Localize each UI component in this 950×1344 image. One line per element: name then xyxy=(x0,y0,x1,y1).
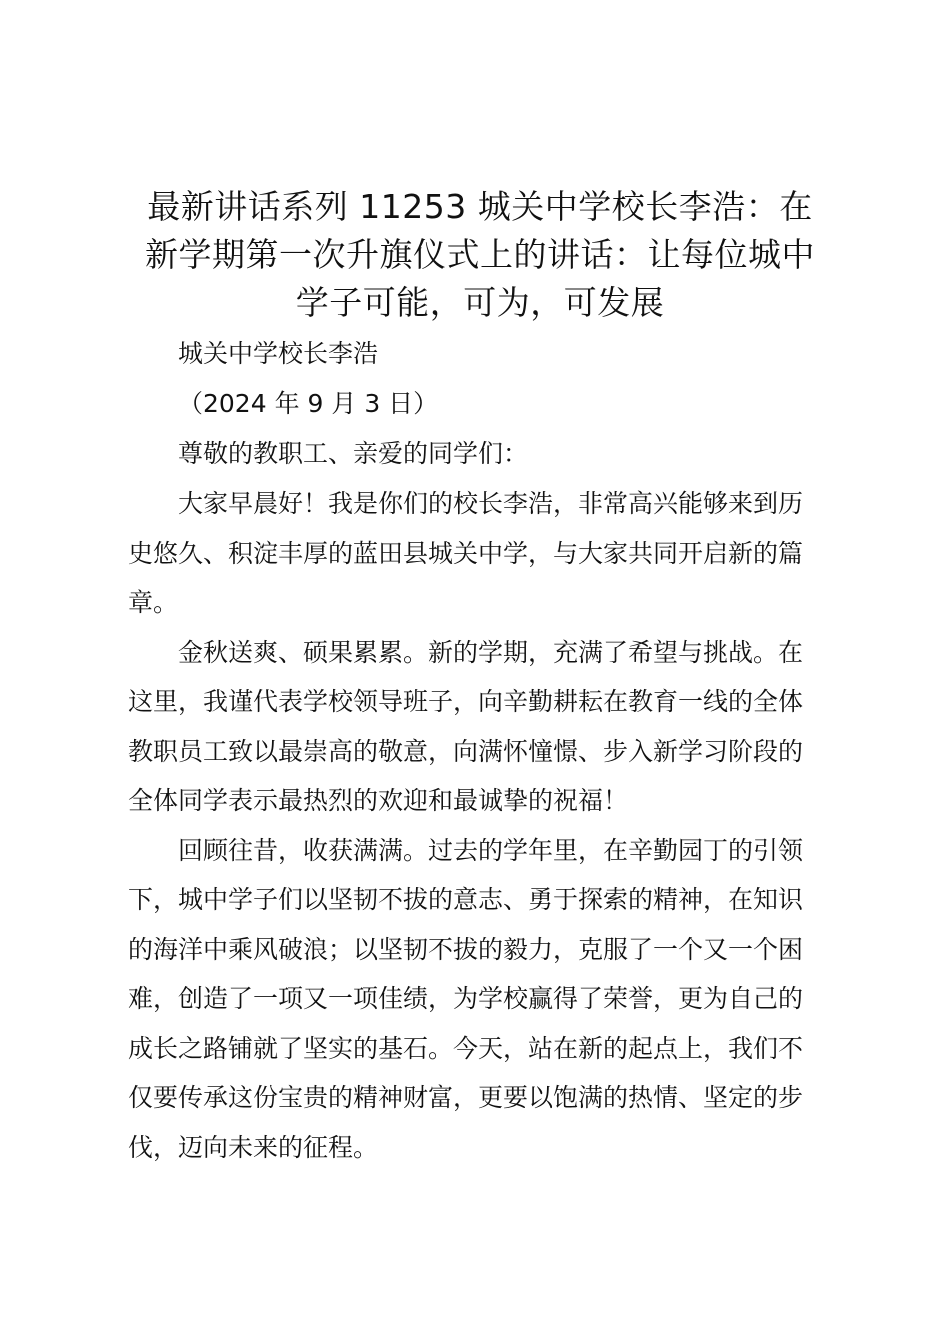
title-line: 最新讲话系列 11253 城关中学校长李浩：在 xyxy=(147,187,813,226)
paragraph-line: 大家早晨好！我是你们的校长李浩，非常高兴能够来到历 xyxy=(178,489,804,518)
paragraph-line: 教职员工致以最崇高的敬意，向满怀憧憬、步入新学习阶段的 xyxy=(128,736,804,766)
paragraph-line: 章。 xyxy=(128,588,179,617)
date-line: （2024 年 9 月 3 日） xyxy=(178,389,439,418)
body-paragraph xyxy=(128,479,832,628)
title-line: 新学期第一次升旗仪式上的讲话：让每位城中 xyxy=(145,235,815,274)
document-page xyxy=(128,183,832,1172)
title-line: 学子可能，可为，可发展 xyxy=(295,283,665,322)
paragraph-line: 伐，迈向未来的征程。 xyxy=(128,1132,379,1162)
body-paragraph xyxy=(128,628,832,826)
paragraph-line: 这里，我谨代表学校领导班子，向辛勤耕耘在教育一线的全体 xyxy=(128,687,804,716)
salutation: 尊敬的教职工、亲爱的同学们： xyxy=(178,439,529,468)
paragraph-line: 的海洋中乘风破浪；以坚韧不拔的毅力，克服了一个又一个困 xyxy=(128,934,804,964)
paragraph-line: 下，城中学子们以坚韧不拔的意志、勇于探索的精神，在知识 xyxy=(128,885,804,914)
paragraph-line: 回顾往昔，收获满满。过去的学年里，在辛勤园丁的引领 xyxy=(178,835,804,865)
body-paragraph xyxy=(128,826,832,1173)
document-title xyxy=(128,183,832,327)
paragraph-line: 史悠久、积淀丰厚的蓝田县城关中学，与大家共同开启新的篇 xyxy=(128,538,804,568)
paragraph-line: 全体同学表示最热烈的欢迎和最诚挚的祝福！ xyxy=(128,786,629,815)
paragraph-line: 成长之路铺就了坚实的基石。今天，站在新的起点上，我们不 xyxy=(128,1033,804,1063)
author-line: 城关中学校长李浩 xyxy=(178,339,379,368)
paragraph-line: 难，创造了一项又一项佳绩，为学校赢得了荣誉，更为自己的 xyxy=(128,984,804,1013)
paragraph-line: 仅要传承这份宝贵的精神财富，更要以饱满的热情、坚定的步 xyxy=(128,1083,804,1112)
paragraph-line: 金秋送爽、硕果累累。新的学期，充满了希望与挑战。在 xyxy=(178,637,804,667)
